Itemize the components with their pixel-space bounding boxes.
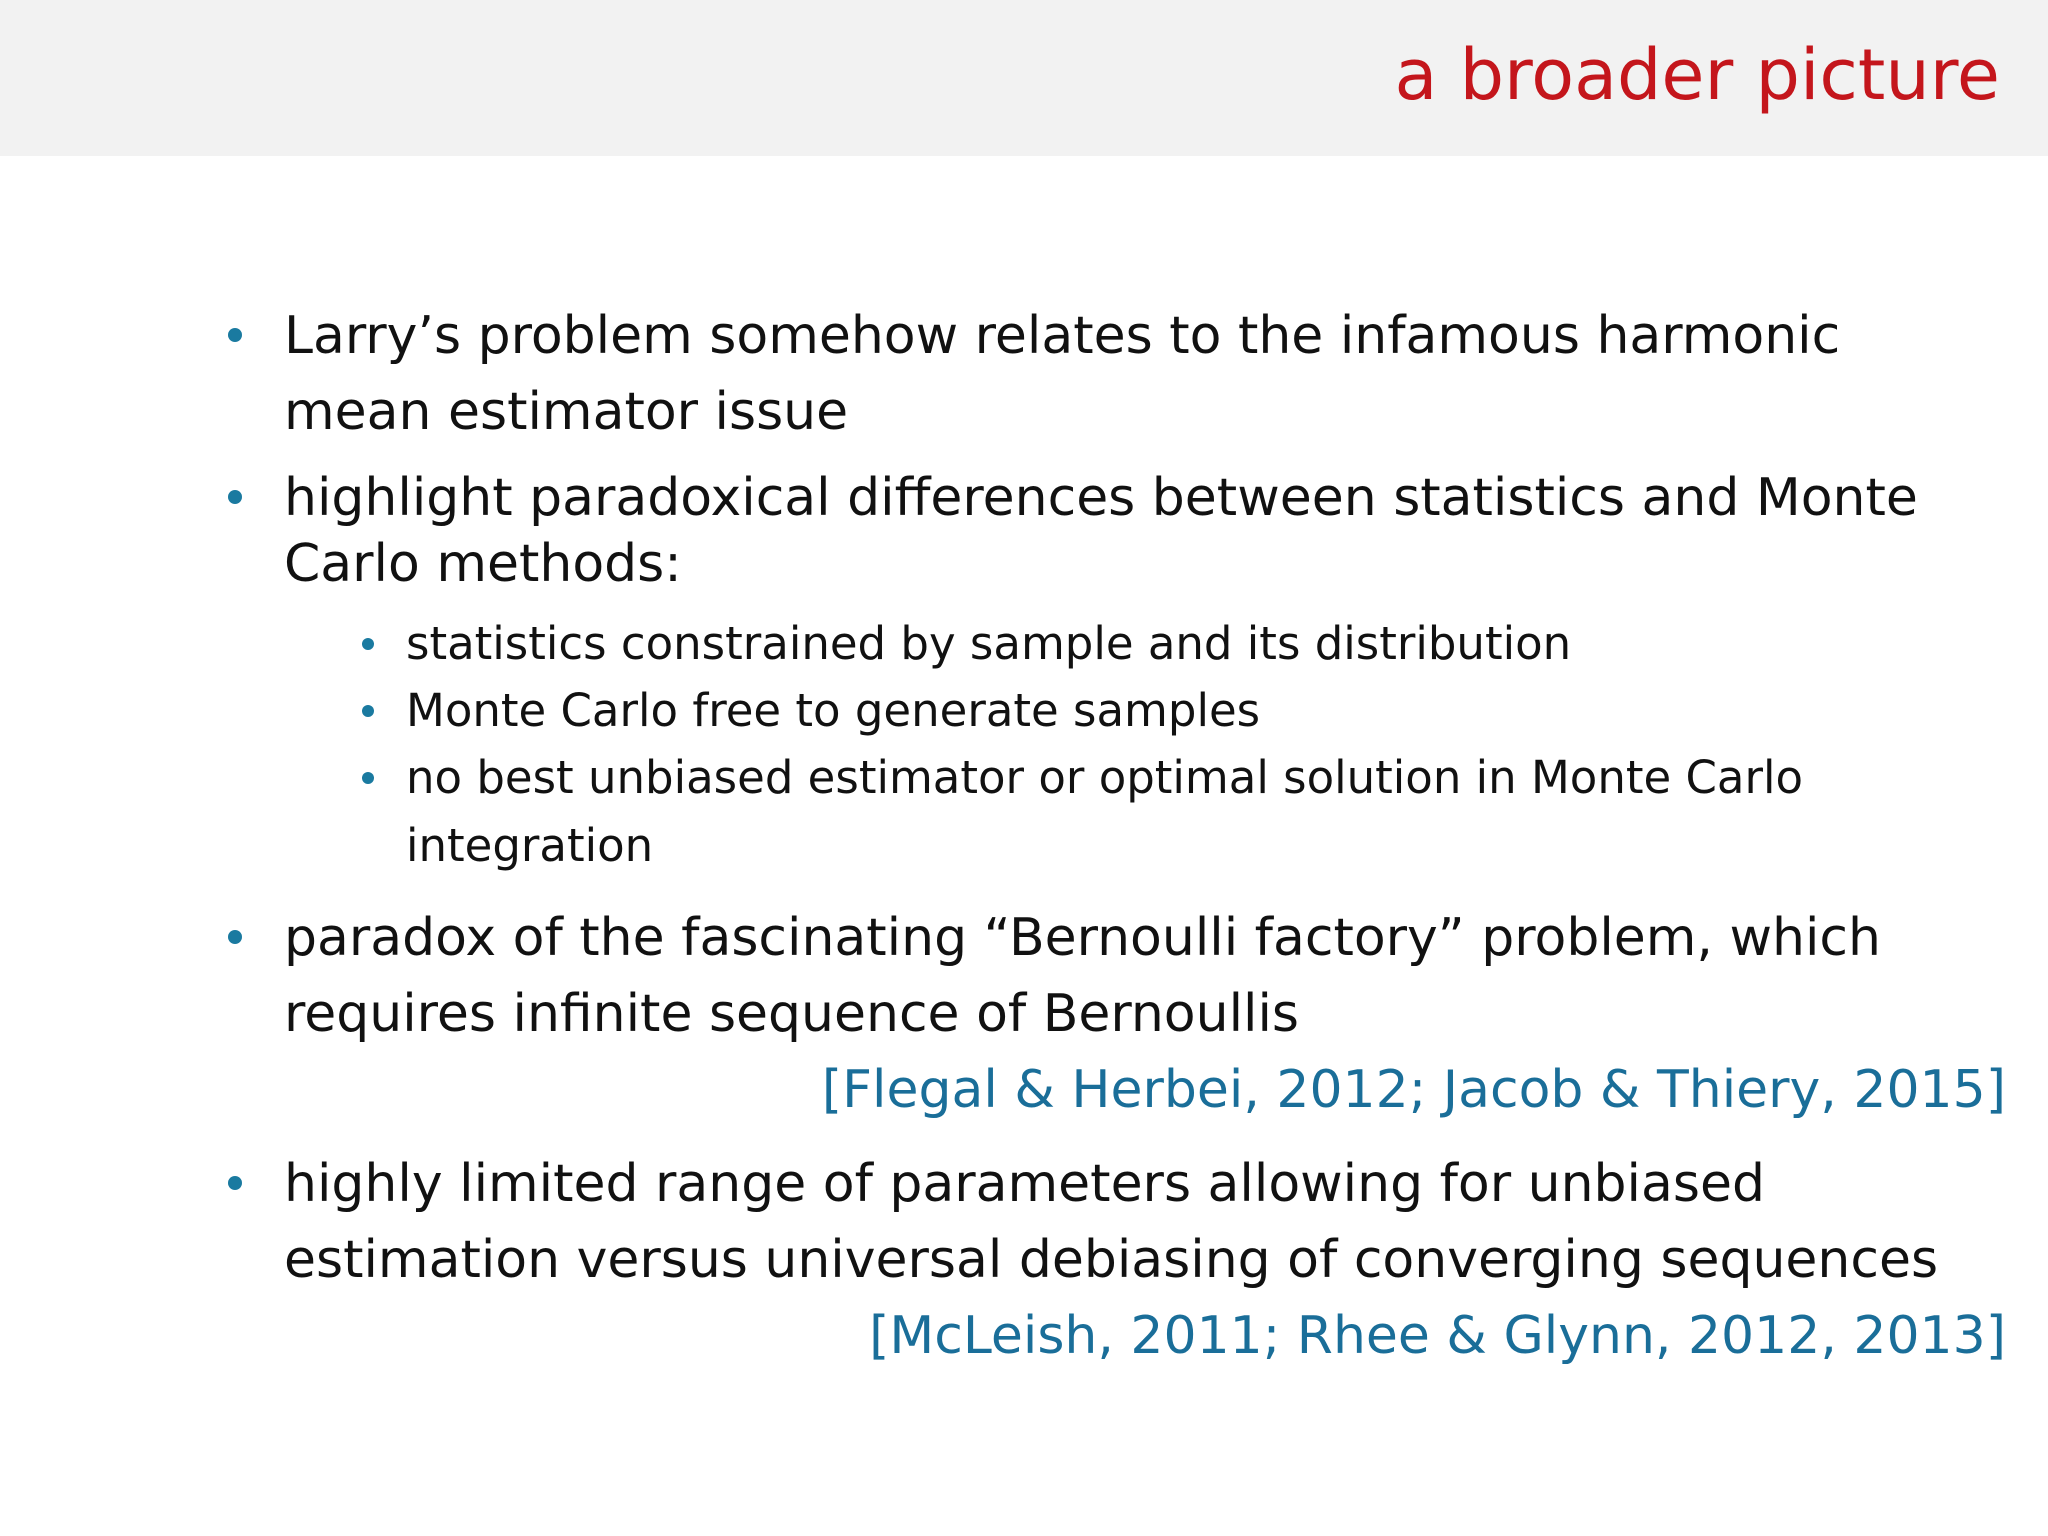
sub-bullet-icon [362, 638, 374, 650]
citation-2: [McLeish, 2011; Rhee & Glynn, 2012, 2013] [869, 1306, 2006, 1366]
citation-1: [Flegal & Herbei, 2012; Jacob & Thiery, 2015] [821, 1060, 2006, 1120]
item-3-line-2: requires infinite sequence of Bernoullis [284, 984, 1300, 1044]
item-2-line-2: Carlo methods: [284, 534, 682, 594]
subitem-1-line-1: statistics constrained by sample and its distribution [406, 617, 1572, 670]
bullet-icon [228, 1176, 242, 1190]
item-1-line-1: Larry’s problem somehow relates to the infamous harmonic [284, 306, 1841, 366]
sub-bullet-icon [362, 772, 374, 784]
subitem-3-line-1: no best unbiased estimator or optimal solution in Monte Carlo [406, 751, 1804, 804]
subitem-2-line-1: Monte Carlo free to generate samples [406, 684, 1261, 737]
item-4-line-1: highly limited range of parameters allowing for unbiased [284, 1154, 1765, 1214]
sub-bullet-icon [362, 705, 374, 717]
item-4-line-2: estimation versus universal debiasing of converging sequences [284, 1230, 1939, 1290]
item-1-line-2: mean estimator issue [284, 382, 849, 442]
item-2-line-1: highlight paradoxical differences between statistics and Monte [284, 468, 1918, 528]
item-3-line-1: paradox of the fascinating “Bernoulli factory” problem, which [284, 908, 1881, 968]
bullet-icon [228, 328, 242, 342]
bullet-icon [228, 490, 242, 504]
subitem-3-line-2: integration [406, 819, 654, 872]
slide-title: a broader picture [1394, 34, 2000, 116]
bullet-icon [228, 930, 242, 944]
